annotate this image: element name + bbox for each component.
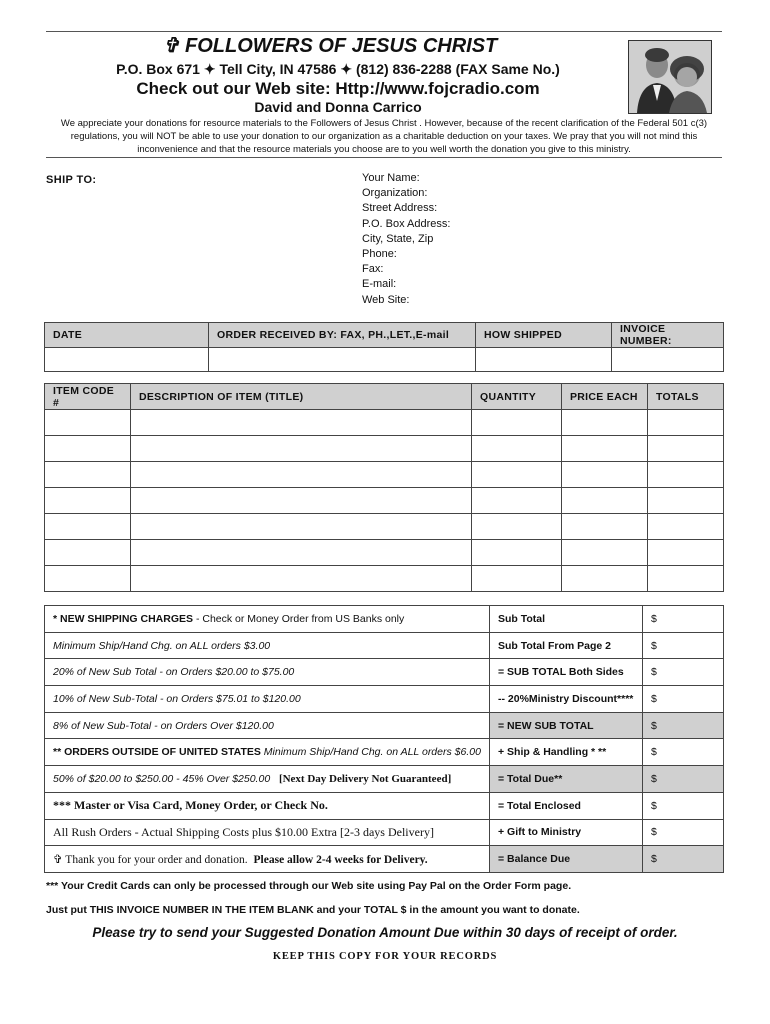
how-shipped-cell[interactable] [476,348,612,372]
table-row [45,488,724,514]
field-city-state-zip: City, State, Zip [362,232,434,245]
quantity-cell[interactable] [472,540,562,566]
ship-to-label: SHIP TO: [46,174,97,186]
price-cell[interactable] [562,462,648,488]
order-received-cell[interactable] [209,348,476,372]
field-phone: Phone: [362,248,397,261]
shipping-note: * NEW SHIPPING CHARGES - Check or Money Order from US Banks only [45,606,490,633]
total-cell[interactable] [648,462,724,488]
rush-note: All Rush Orders - Actual Shipping Costs plus $10.00 Extra [2-3 days Delivery] [45,819,490,846]
address-line: P.O. Box 671 ✦ Tell City, IN 47586 ✦ (812) 836-2288 (FAX Same No.) [116,61,560,77]
field-website: Web Site: [362,293,410,306]
shipping-note: 20% of New Sub Total - on Orders $20.00 to $75.00 [45,659,490,686]
table-row [45,566,724,592]
total-enclosed-label: = Total Enclosed [490,792,643,819]
table-row [45,514,724,540]
ship-to-fields [362,171,450,308]
description-cell[interactable] [131,514,472,540]
total-cell[interactable] [648,514,724,540]
website-line: Check out our Web site: Http://www.fojcradio.com [136,79,540,98]
table-row [45,540,724,566]
quantity-header: QUANTITY [472,384,562,410]
balance-due-amount[interactable]: $ [643,846,724,873]
credit-card-note: *** Your Credit Cards can only be processed through our Web site using Pay Pal on the Order Form page. [46,880,572,892]
ship-handling-label: + Ship & Handling * ** [490,739,643,766]
item-code-cell[interactable] [45,514,131,540]
total-cell[interactable] [648,436,724,462]
field-po-box: P.O. Box Address: [362,217,451,230]
title-text: FOLLOWERS OF JESUS CHRIST [185,35,498,57]
order-info-table [44,322,724,372]
balance-due-label: = Balance Due [490,846,643,873]
ministry-discount-label: -- 20%Ministry Discount**** [490,686,643,713]
price-cell[interactable] [562,488,648,514]
total-cell[interactable] [648,410,724,436]
price-cell[interactable] [562,436,648,462]
subtotal-page2-amount[interactable]: $ [643,632,724,659]
description-cell[interactable] [131,566,472,592]
invoice-number-header: INVOICE NUMBER: [612,323,724,348]
item-code-cell[interactable] [45,436,131,462]
quantity-cell[interactable] [472,410,562,436]
item-code-cell[interactable] [45,462,131,488]
shipping-note: 10% of New Sub-Total - on Orders $75.01 to $120.00 [45,686,490,713]
description-cell[interactable] [131,488,472,514]
couple-photo [628,40,712,114]
total-due-amount[interactable]: $ [643,766,724,793]
item-code-cell[interactable] [45,410,131,436]
how-shipped-header: HOW SHIPPED [476,323,612,348]
keep-copy-note: KEEP THIS COPY FOR YOUR RECORDS [272,951,498,962]
new-subtotal-amount[interactable]: $ [643,712,724,739]
subtotal-amount[interactable]: $ [643,606,724,633]
item-code-cell[interactable] [45,488,131,514]
new-subtotal-label: = NEW SUB TOTAL [490,712,643,739]
field-name: Your Name: [362,172,420,184]
field-fax: Fax: [362,263,384,276]
price-cell[interactable] [562,566,648,592]
subtotal-page2-label: Sub Total From Page 2 [490,632,643,659]
price-each-header: PRICE EACH [562,384,648,410]
price-cell[interactable] [562,514,648,540]
total-enclosed-amount[interactable]: $ [643,792,724,819]
shipping-note: ** ORDERS OUTSIDE OF UNITED STATES Minimum Ship/Hand Chg. on ALL orders $6.00 [45,739,490,766]
quantity-cell[interactable] [472,488,562,514]
item-code-cell[interactable] [45,566,131,592]
order-received-header: ORDER RECEIVED BY: FAX, PH.,LET.,E-mail [209,323,476,348]
quantity-cell[interactable] [472,436,562,462]
due-reminder: Please try to send your Suggested Donation Amount Due within 30 days of receipt of order. [92,925,678,940]
shipping-note: 8% of New Sub-Total - on Orders Over $120.00 [45,712,490,739]
top-divider [46,31,722,32]
invoice-instruction: Just put THIS INVOICE NUMBER IN THE ITEM BLANK and your TOTAL $ in the amount you want to donate. [46,904,580,916]
cross-icon: ✞ [162,35,180,57]
shipping-note: 50% of $20.00 to $250.00 - 45% Over $250.00 [Next Day Delivery Not Guaranteed] [45,766,490,793]
table-row [45,462,724,488]
description-header: DESCRIPTION OF ITEM (TITLE) [131,384,472,410]
field-street: Street Address: [362,202,438,215]
donation-notice: We appreciate your donations for resource materials to the Followers of Jesus Christ . However, because of the recent clarification of the Federal 501 c(3) regulations, you will NOT be able to use your donation to our organization as a charitable deduction on your taxes. We pray that you will not mind this inconvenience and that the resource materials you choose are to you well worth the donation you give to this ministry. [60,118,708,155]
table-row [45,410,724,436]
description-cell[interactable] [131,410,472,436]
quantity-cell[interactable] [472,514,562,540]
total-cell[interactable] [648,566,724,592]
shipping-totals-table [44,605,724,873]
description-cell[interactable] [131,436,472,462]
org-title [0,33,660,58]
subtotal-label: Sub Total [490,606,643,633]
field-email: E-mail: [362,278,397,291]
item-code-cell[interactable] [45,540,131,566]
names-line: David and Donna Carrico [254,99,422,115]
header-divider [46,157,722,158]
description-cell[interactable] [131,462,472,488]
table-row [45,436,724,462]
field-organization: Organization: [362,187,428,200]
totals-header: TOTALS [648,384,724,410]
item-code-header: ITEM CODE # [45,384,131,410]
subtotal-both-label: = SUB TOTAL Both Sides [490,659,643,686]
ministry-discount-amount[interactable]: $ [643,686,724,713]
ship-handling-amount[interactable]: $ [643,739,724,766]
price-cell[interactable] [562,540,648,566]
quantity-cell[interactable] [472,462,562,488]
date-cell[interactable] [45,348,209,372]
payment-note: *** Master or Visa Card, Money Order, or Check No. [45,792,490,819]
total-due-label: = Total Due** [490,766,643,793]
items-table [44,383,724,592]
gift-amount[interactable]: $ [643,819,724,846]
thank-you-note: ✞ Thank you for your order and donation. Please allow 2-4 weeks for Delivery. [45,846,490,873]
description-cell[interactable] [131,540,472,566]
invoice-number-cell[interactable] [612,348,724,372]
quantity-cell[interactable] [472,566,562,592]
subtotal-both-amount[interactable]: $ [643,659,724,686]
total-cell[interactable] [648,540,724,566]
price-cell[interactable] [562,410,648,436]
date-header: DATE [45,323,209,348]
shipping-note: Minimum Ship/Hand Chg. on ALL orders $3.00 [45,632,490,659]
total-cell[interactable] [648,488,724,514]
gift-label: + Gift to Ministry [490,819,643,846]
